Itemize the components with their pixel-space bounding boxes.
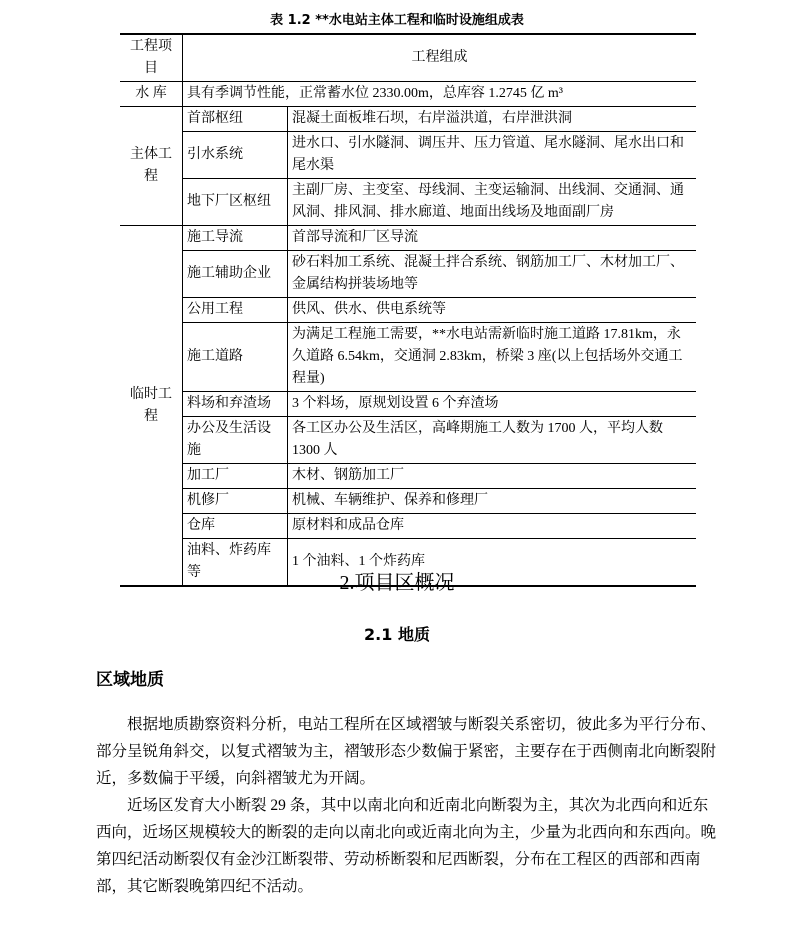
row-desc: 首部导流和厂区导流 — [288, 226, 697, 251]
subsection-title: 2.1 地质 — [364, 625, 430, 644]
row-desc: 主副厂房、主变室、母线洞、主变运输洞、出线洞、交通洞、通风洞、排风洞、排水廊道、地面出线场及地面副厂房 — [288, 179, 697, 226]
row-name: 引水系统 — [183, 132, 288, 179]
row-name: 料场和弃渣场 — [183, 392, 288, 417]
row-desc: 为满足工程施工需要，**水电站需新临时施工道路 17.81km，永久道路 6.54km，交通洞 2.83km，桥梁 3 座(以上包括场外交通工程量) — [288, 323, 697, 392]
table-row — [120, 82, 696, 107]
table-row — [120, 323, 696, 392]
row-desc: 砂石料加工系统、混凝土拌合系统、钢筋加工厂、木材加工厂、金属结构拼装场地等 — [288, 251, 697, 298]
row-desc: 进水口、引水隧洞、调压井、压力管道、尾水隧洞、尾水出口和尾水渠 — [288, 132, 697, 179]
table-row — [120, 417, 696, 464]
row-name: 地下厂区枢纽 — [183, 179, 288, 226]
row-name: 施工辅助企业 — [183, 251, 288, 298]
subheading: 区域地质 — [96, 670, 164, 690]
row-desc: 3 个料场，原规划设置 6 个弃渣场 — [288, 392, 697, 417]
composition-table — [120, 33, 696, 587]
table-row — [120, 107, 696, 132]
header-project: 工程项目 — [120, 34, 183, 82]
paragraph: 根据地质勘察资料分析，电站工程所在区域褶皱与断裂关系密切，彼此多为平行分布、部分呈锐角斜交，以复式褶皱为主，褶皱形态少数偏于紧密，主要存在于西侧南北向断裂附近，多数偏于平缓，向斜褶皱尤为开阔。 — [96, 716, 717, 787]
table-row — [120, 392, 696, 417]
table-row — [120, 464, 696, 489]
reservoir-desc: 具有季调节性能，正常蓄水位 2330.00m，总库容 1.2745 亿 m³ — [183, 82, 697, 107]
table-row — [120, 514, 696, 539]
row-name: 施工导流 — [183, 226, 288, 251]
table-header-row — [120, 34, 696, 82]
table-row — [120, 179, 696, 226]
table-row — [120, 132, 696, 179]
row-desc: 混凝土面板堆石坝，右岸溢洪道，右岸泄洪洞 — [288, 107, 697, 132]
paragraph: 近场区发育大小断裂 29 条，其中以南北向和近南北向断裂为主，其次为北西向和近东西向，近场区规模较大的断裂的走向以南北向或近南北向为主，少量为北西向和东西向。晚第四纪活动断裂仅有金沙江断裂带、劳动桥断裂和尼西断裂，分布在工程区的西部和西南部，其它断裂晚第四纪不活动。 — [96, 797, 717, 895]
row-name: 首部枢纽 — [183, 107, 288, 132]
table-row — [120, 251, 696, 298]
row-name: 油料、炸药库等 — [183, 539, 288, 587]
reservoir-label: 水 库 — [120, 82, 183, 107]
row-desc: 供风、供水、供电系统等 — [288, 298, 697, 323]
table-row — [120, 298, 696, 323]
row-name: 办公及生活设施 — [183, 417, 288, 464]
row-name: 加工厂 — [183, 464, 288, 489]
table-caption: 表 1.2 **水电站主体工程和临时设施组成表 — [270, 13, 524, 28]
row-desc: 机械、车辆维护、保养和修理厂 — [288, 489, 697, 514]
row-name: 施工道路 — [183, 323, 288, 392]
row-name: 仓库 — [183, 514, 288, 539]
row-name: 公用工程 — [183, 298, 288, 323]
table-row — [120, 489, 696, 514]
row-name: 机修厂 — [183, 489, 288, 514]
row-desc: 原材料和成品仓库 — [288, 514, 697, 539]
table-row — [120, 226, 696, 251]
row-desc: 各工区办公及生活区，高峰期施工人数为 1700 人，平均人数 1300 人 — [288, 417, 697, 464]
temp-works-label: 临时工程 — [120, 226, 183, 587]
section-title: 2.项目区概况 — [339, 572, 455, 594]
header-composition: 工程组成 — [183, 34, 697, 82]
row-desc: 1 个油料、1 个炸药库 — [288, 539, 697, 587]
row-desc: 木材、钢筋加工厂 — [288, 464, 697, 489]
main-works-label: 主体工程 — [120, 107, 183, 226]
